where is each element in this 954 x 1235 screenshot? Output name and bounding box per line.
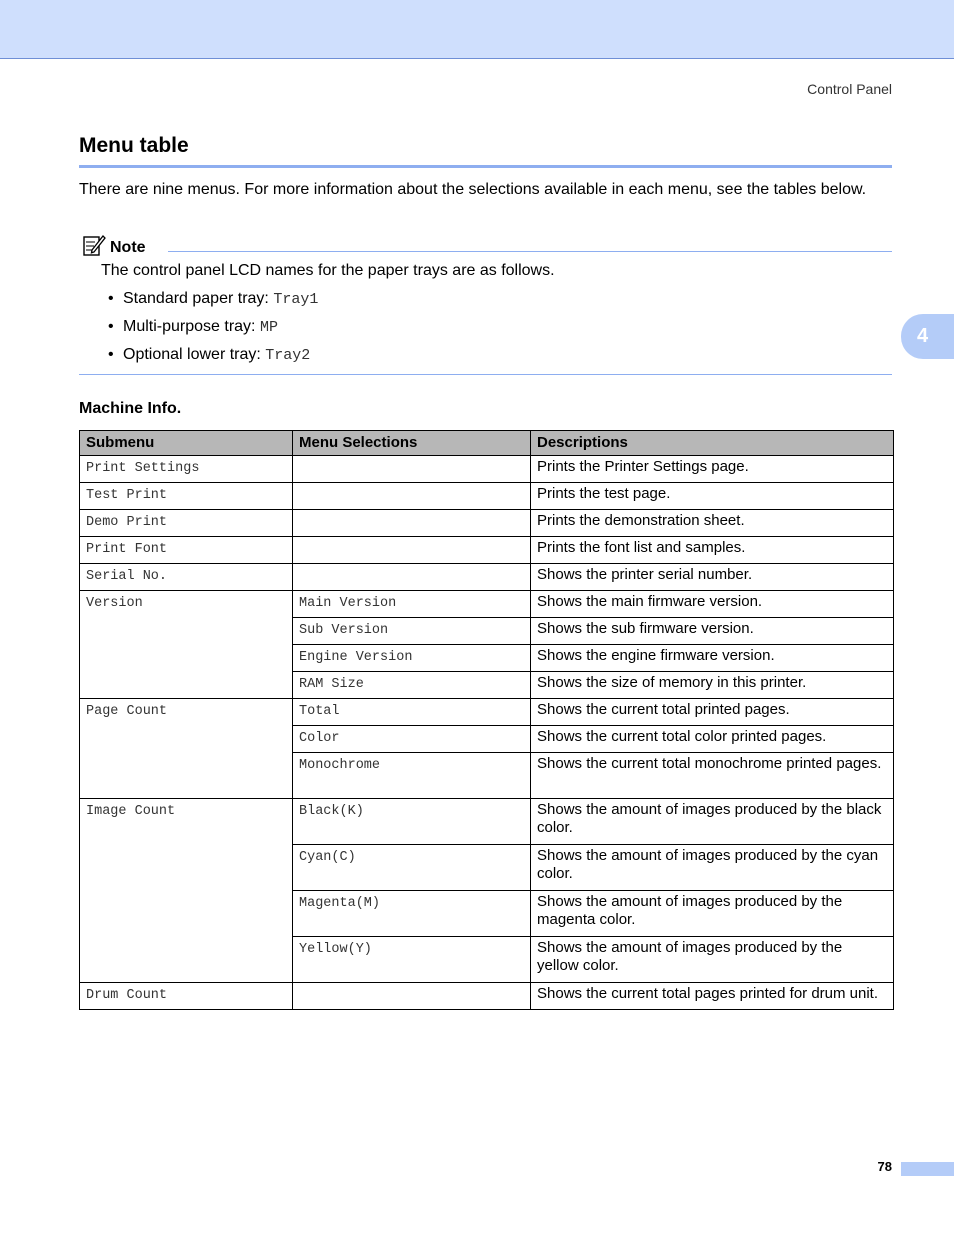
description-cell: Shows the amount of images produced by the yellow color.: [531, 937, 894, 983]
selection-cell: Yellow(Y): [293, 937, 531, 983]
note-list: [108, 290, 318, 374]
bullet: •: [108, 346, 114, 363]
description-cell: Shows the engine firmware version.: [531, 645, 894, 672]
page-title: Menu table: [79, 134, 189, 157]
description-cell: Shows the current total pages printed for drum unit.: [531, 983, 894, 1010]
description-cell: Prints the font list and samples.: [531, 537, 894, 564]
description-cell: Shows the current total color printed pages.: [531, 726, 894, 753]
description-cell: Shows the printer serial number.: [531, 564, 894, 591]
submenu-cell: Test Print: [80, 483, 293, 510]
selection-cell: Black(K): [293, 799, 531, 845]
submenu-cell: Page Count: [80, 699, 293, 799]
machine-info-table: [79, 430, 894, 1010]
description-cell: Shows the main firmware version.: [531, 591, 894, 618]
description-cell: Shows the amount of images produced by the cyan color.: [531, 845, 894, 891]
header-submenu: Submenu: [80, 431, 293, 456]
note-rule: [168, 251, 892, 252]
note-item-standard-tray: • Standard paper tray: Tray1: [108, 290, 319, 308]
table-row: [80, 591, 894, 618]
submenu-cell: Print Font: [80, 537, 293, 564]
table-row: [80, 537, 894, 564]
note-pencil-icon: [82, 233, 106, 257]
selection-cell: [293, 537, 531, 564]
note-bottom-rule: [79, 374, 892, 375]
page-number: 78: [877, 1159, 892, 1174]
selection-cell: Total: [293, 699, 531, 726]
table-row: [80, 564, 894, 591]
footer-bar: [901, 1162, 954, 1176]
submenu-cell: Print Settings: [80, 456, 293, 483]
selection-cell: Monochrome: [293, 753, 531, 799]
note-item-lower-tray: • Optional lower tray: Tray2: [108, 346, 311, 364]
selection-cell: Color: [293, 726, 531, 753]
submenu-cell: Serial No.: [80, 564, 293, 591]
selection-cell: RAM Size: [293, 672, 531, 699]
note-title: Note: [110, 239, 146, 256]
note-item-multipurpose-tray: • Multi-purpose tray: MP: [108, 318, 278, 336]
selection-cell: Sub Version: [293, 618, 531, 645]
header-descriptions: Descriptions: [531, 431, 894, 456]
note-text: The control panel LCD names for the paper trays are as follows.: [101, 262, 555, 279]
selection-cell: Main Version: [293, 591, 531, 618]
description-cell: Shows the current total printed pages.: [531, 699, 894, 726]
table-row: [80, 456, 894, 483]
section-title: Machine Info.: [79, 400, 182, 417]
selection-cell: [293, 456, 531, 483]
selection-cell: Cyan(C): [293, 845, 531, 891]
description-cell: Shows the size of memory in this printer.: [531, 672, 894, 699]
table-row: [80, 699, 894, 726]
description-cell: Prints the test page.: [531, 483, 894, 510]
table-header-row: [80, 431, 894, 456]
description-cell: Shows the current total monochrome printed pages.: [531, 753, 894, 799]
selection-cell: [293, 483, 531, 510]
table-row: [80, 483, 894, 510]
selection-cell: Magenta(M): [293, 891, 531, 937]
title-rule: [79, 165, 892, 168]
bullet: •: [108, 318, 114, 335]
bullet: •: [108, 290, 114, 307]
submenu-cell: Demo Print: [80, 510, 293, 537]
selection-cell: [293, 510, 531, 537]
description-cell: Prints the Printer Settings page.: [531, 456, 894, 483]
description-cell: Shows the amount of images produced by the black color.: [531, 799, 894, 845]
submenu-cell: Version: [80, 591, 293, 699]
description-cell: Prints the demonstration sheet.: [531, 510, 894, 537]
chapter-tab: 4: [901, 314, 954, 359]
selection-cell: [293, 564, 531, 591]
description-cell: Shows the amount of images produced by the magenta color.: [531, 891, 894, 937]
table-row: [80, 799, 894, 845]
submenu-cell: Image Count: [80, 799, 293, 983]
header-menu-selections: Menu Selections: [293, 431, 531, 456]
intro-paragraph: There are nine menus. For more information about the selections available in each menu, see the tables below.: [79, 181, 867, 198]
table-row: [80, 510, 894, 537]
header-band: [0, 0, 954, 59]
submenu-cell: Drum Count: [80, 983, 293, 1010]
selection-cell: Engine Version: [293, 645, 531, 672]
description-cell: Shows the sub firmware version.: [531, 618, 894, 645]
header-section-label: Control Panel: [807, 81, 892, 97]
table-row: [80, 983, 894, 1010]
selection-cell: [293, 983, 531, 1010]
